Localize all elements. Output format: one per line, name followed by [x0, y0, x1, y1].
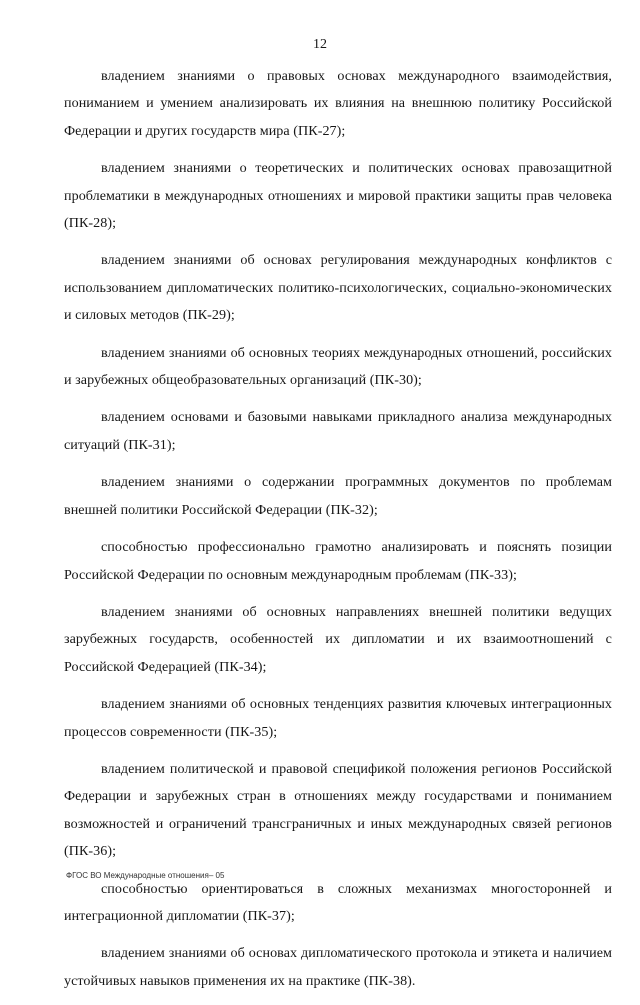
page-number: 12	[313, 37, 327, 52]
competency-pk-29: владением знаниями об основах регулирования международных конфликтов с использованием дипломатических политико-психологических, социально-экономических и силовых методов (ПК-29);	[64, 252, 612, 324]
competency-pk-33: способностью профессионально грамотно анализировать и пояснять позиции Российской Федерации по основным международным проблемам (ПК-33);	[64, 539, 612, 583]
competency-pk-28: владением знаниями о теоретических и политических основах правозащитной проблематики в международных отношениях и мировой практики защиты прав человека (ПК-28);	[64, 160, 612, 232]
document-body	[64, 63, 612, 1005]
competency-pk-32: владением знаниями о содержании программных документов по проблемам внешней политики Российской Федерации (ПК-32);	[64, 474, 612, 518]
competency-pk-36: владением политической и правовой спецификой положения регионов Российской Федерации и зарубежных стран в отношениях между государствами и пониманием возможностей и ограничений трансграничных и иных международных связей регионов (ПК-36);	[64, 760, 612, 860]
page-footer: ФГОС ВО Международные отношения– 05	[66, 871, 225, 880]
competency-pk-35: владением знаниями об основных тенденциях развития ключевых интеграционных процессов современности (ПК-35);	[64, 696, 612, 740]
competency-pk-37: способностью ориентироваться в сложных механизмах многосторонней и интеграционной дипломатии (ПК-37);	[64, 880, 612, 924]
competency-pk-34: владением знаниями об основных направлениях внешней политики ведущих зарубежных государств, особенностей их дипломатии и их взаимоотношений с Российской Федерацией (ПК-34);	[64, 603, 612, 675]
competency-pk-31: владением основами и базовыми навыками прикладного анализа международных ситуаций (ПК-31);	[64, 409, 612, 453]
competency-pk-38: владением знаниями об основах дипломатического протокола и этикета и наличием устойчивых навыков применения их на практике (ПК-38).	[64, 945, 612, 989]
competency-pk-27: владением знаниями о правовых основах международного взаимодействия, пониманием и умением анализировать их влияния на внешнюю политику Российской Федерации и других государств мира (ПК-27);	[64, 68, 612, 139]
competency-pk-30: владением знаниями об основных теориях международных отношений, российских и зарубежных общеобразовательных организаций (ПК-30);	[64, 344, 612, 389]
